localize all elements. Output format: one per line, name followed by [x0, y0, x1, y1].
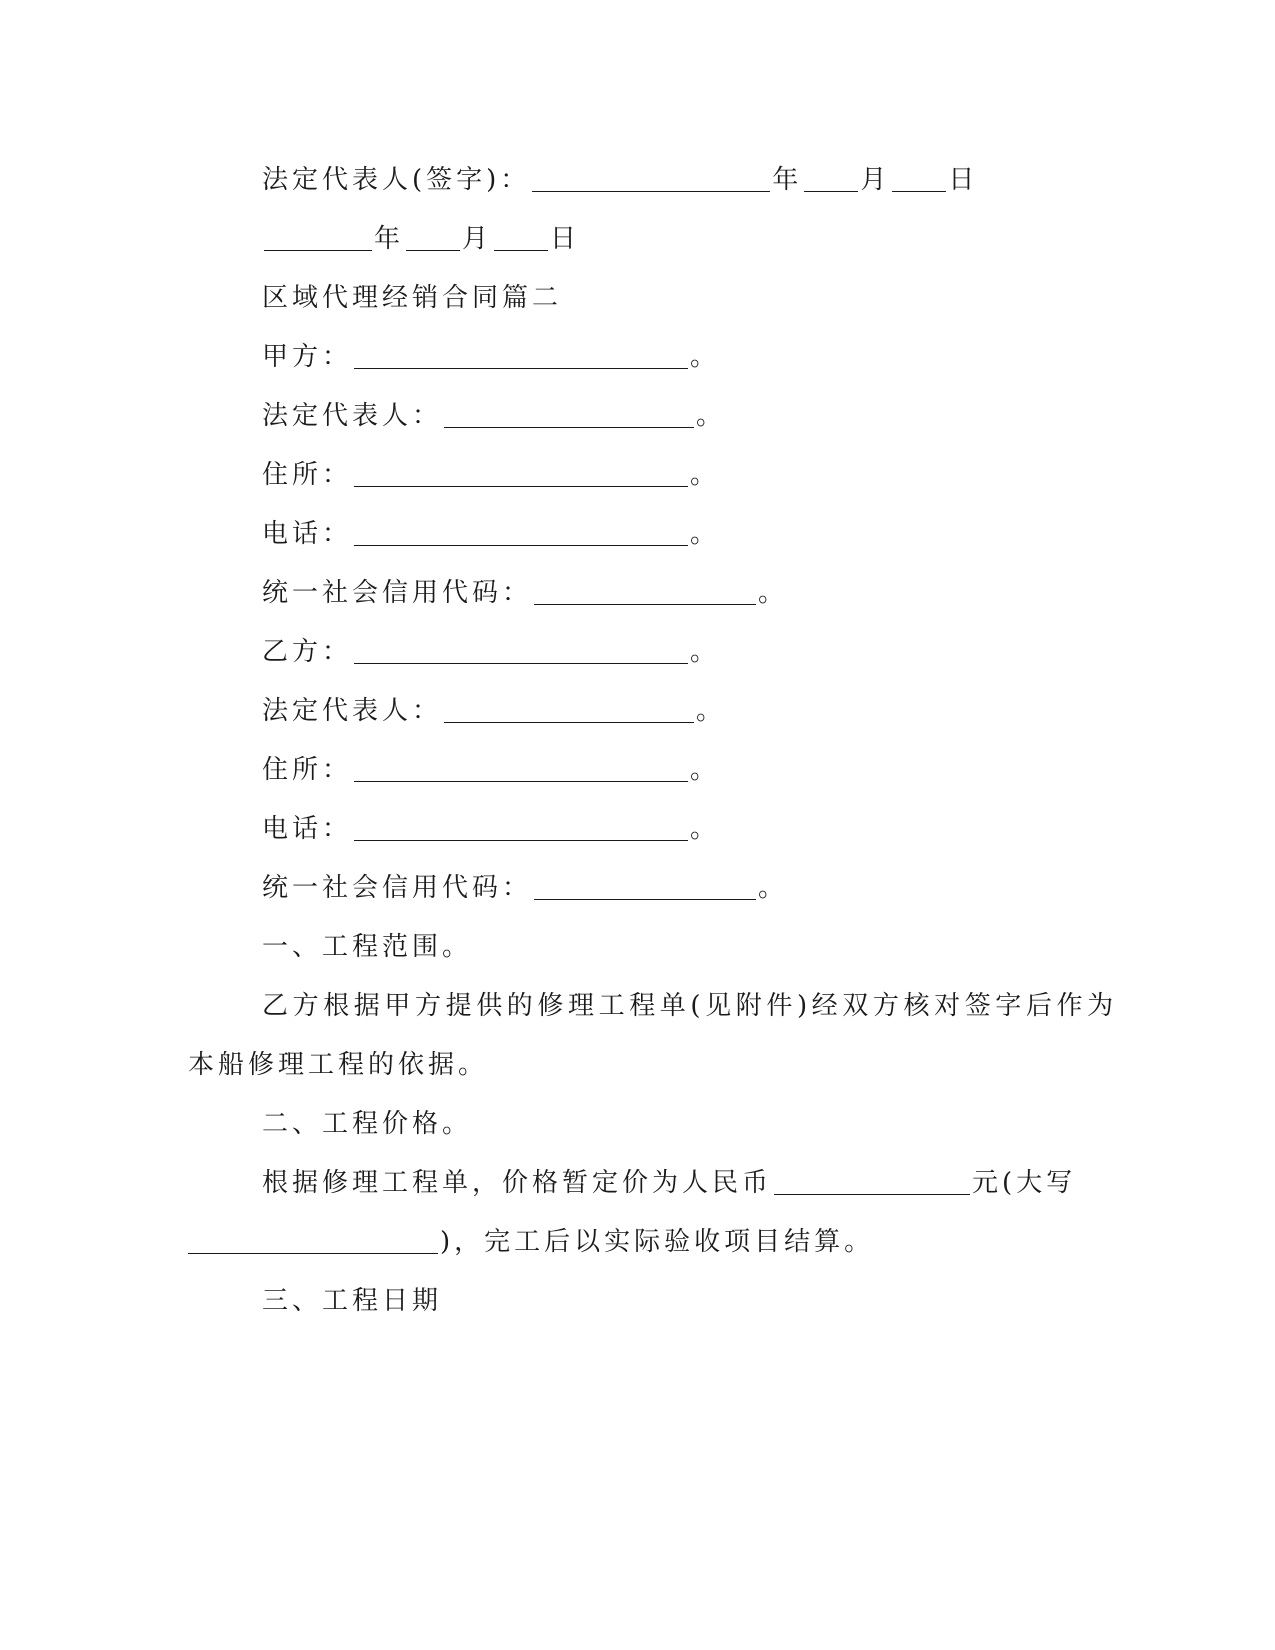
party-b-legal-rep-line	[262, 691, 726, 731]
credit-code-blank[interactable]	[534, 873, 756, 900]
period: 。	[690, 755, 721, 785]
phone-label: 电话：	[262, 814, 353, 844]
party-a-credit-code-line	[262, 573, 788, 613]
credit-code-label: 统一社会信用代码：	[262, 578, 533, 608]
month-label: 月	[860, 165, 891, 195]
signature-blank[interactable]	[532, 165, 770, 192]
paragraph-price-line-2	[188, 1222, 874, 1262]
period: 。	[696, 696, 727, 726]
legal-rep-label: 法定代表人：	[262, 696, 443, 726]
month-blank[interactable]	[804, 165, 858, 192]
credit-code-label: 统一社会信用代码：	[262, 873, 533, 903]
address-label: 住所：	[262, 460, 353, 490]
day-label: 日	[948, 165, 979, 195]
period: 。	[690, 637, 721, 667]
party-b-credit-code-line	[262, 868, 788, 908]
legal-rep-label: 法定代表人：	[262, 401, 443, 431]
phone-blank[interactable]	[354, 519, 688, 546]
day-blank[interactable]	[494, 224, 548, 251]
party-b-label: 乙方：	[262, 637, 353, 667]
month-blank[interactable]	[406, 224, 460, 251]
period: 。	[690, 814, 721, 844]
date-line	[262, 219, 580, 259]
credit-code-blank[interactable]	[534, 578, 756, 605]
period: 。	[758, 873, 789, 903]
price-amount-blank[interactable]	[774, 1168, 970, 1195]
party-b-phone-line	[262, 809, 720, 849]
year-blank[interactable]	[264, 224, 372, 251]
phone-label: 电话：	[262, 519, 353, 549]
heading-schedule: 三、工程日期	[262, 1286, 443, 1316]
price-text: 根据修理工程单，价格暂定价为人民币	[262, 1168, 773, 1198]
address-blank[interactable]	[354, 755, 688, 782]
party-a-address-line	[262, 455, 720, 495]
year-label: 年	[772, 165, 803, 195]
period: 。	[690, 460, 721, 490]
month-label: 月	[462, 224, 493, 254]
price-uppercase-blank[interactable]	[188, 1227, 438, 1254]
heading-scope: 一、工程范围。	[262, 932, 473, 962]
period: 。	[696, 401, 727, 431]
signature-line	[262, 160, 978, 200]
party-b-line	[262, 632, 720, 672]
price-tail-text: )，完工后以实际验收项目结算。	[440, 1227, 875, 1257]
party-a-label: 甲方：	[262, 342, 353, 372]
party-a-line	[262, 337, 720, 377]
paragraph-price-line-1	[262, 1163, 1076, 1203]
legal-rep-blank[interactable]	[444, 696, 694, 723]
party-b-address-line	[262, 750, 720, 790]
phone-blank[interactable]	[354, 814, 688, 841]
paragraph-scope-line-2: 本船修理工程的依据。	[188, 1050, 489, 1080]
period: 。	[690, 519, 721, 549]
party-a-phone-line	[262, 514, 720, 554]
party-a-blank[interactable]	[354, 342, 688, 369]
paragraph-scope-line-1: 乙方根据甲方提供的修理工程单(见附件)经双方核对签字后作为	[262, 991, 1118, 1021]
day-blank[interactable]	[892, 165, 946, 192]
day-label: 日	[550, 224, 581, 254]
period: 。	[758, 578, 789, 608]
signature-label: 法定代表人(签字)：	[262, 165, 531, 195]
period: 。	[690, 342, 721, 372]
heading-price: 二、工程价格。	[262, 1109, 473, 1139]
address-blank[interactable]	[354, 460, 688, 487]
price-unit-text: 元(大写	[972, 1168, 1077, 1198]
legal-rep-blank[interactable]	[444, 401, 694, 428]
year-label: 年	[374, 224, 405, 254]
section-title: 区域代理经销合同篇二	[262, 283, 563, 313]
address-label: 住所：	[262, 755, 353, 785]
party-a-legal-rep-line	[262, 396, 726, 436]
party-b-blank[interactable]	[354, 637, 688, 664]
